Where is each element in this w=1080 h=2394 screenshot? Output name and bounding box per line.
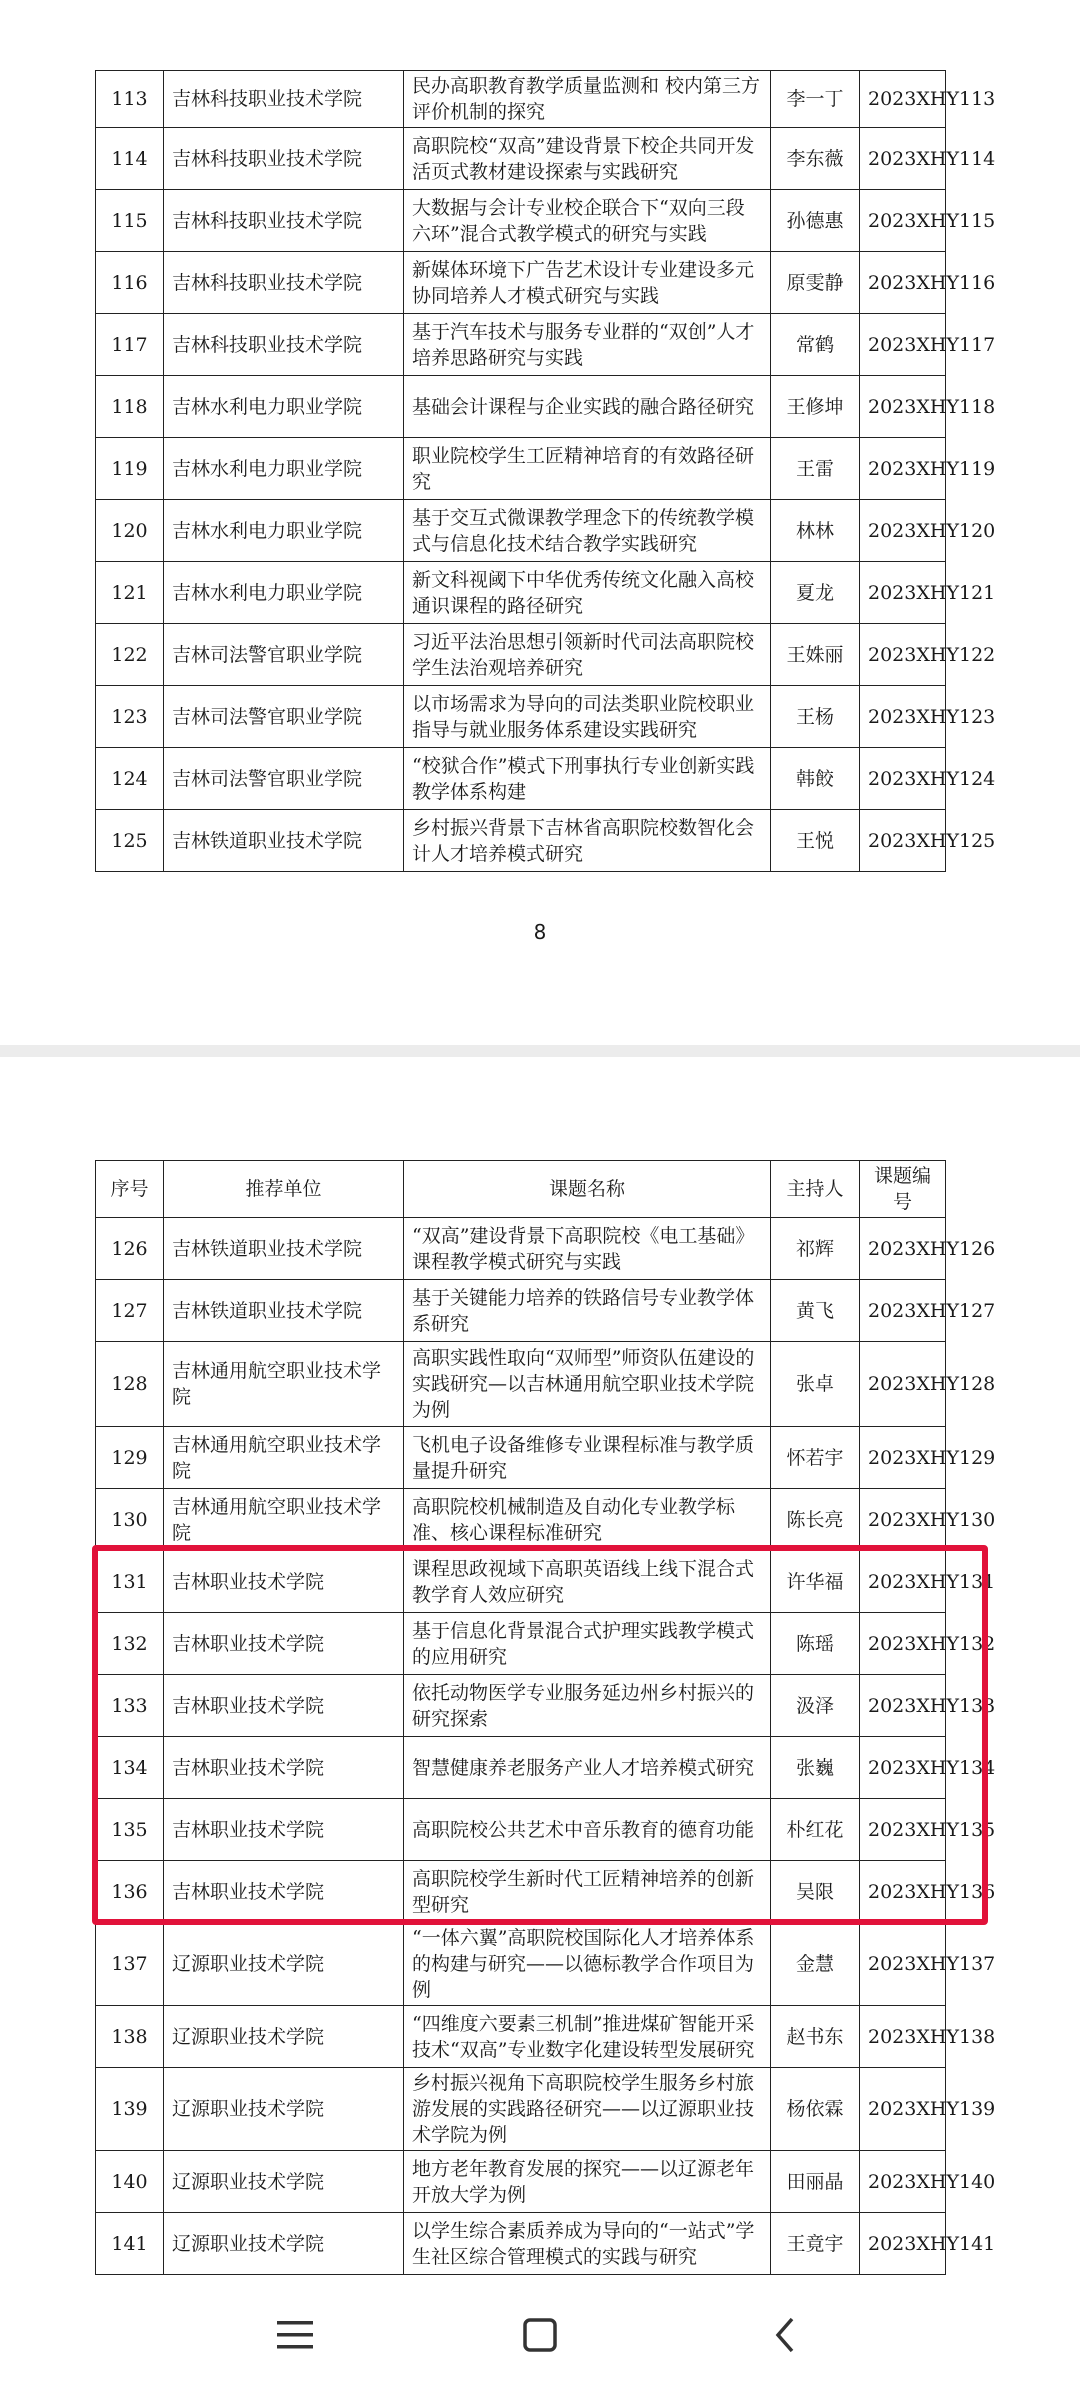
row-number: 126 [96, 1218, 164, 1280]
row-code: 2023XHY128 [860, 1342, 946, 1427]
row-unit: 吉林通用航空职业技术学院 [164, 1427, 404, 1489]
row-title: 新媒体环境下广告艺术设计专业建设多元协同培养人才模式研究与实践 [404, 252, 771, 314]
row-number: 124 [96, 748, 164, 810]
row-host: 王杨 [771, 686, 860, 748]
row-code: 2023XHY141 [860, 2213, 946, 2275]
row-host: 王竟宇 [771, 2213, 860, 2275]
row-title: “双高”建设背景下高职院校《电工基础》课程教学模式研究与实践 [404, 1218, 771, 1280]
document-page-1 [0, 0, 1080, 1045]
row-title: 地方老年教育发展的探究——以辽源老年开放大学为例 [404, 2151, 771, 2213]
row-unit: 吉林科技职业技术学院 [164, 128, 404, 190]
row-unit: 吉林水利电力职业学院 [164, 562, 404, 624]
table-row [96, 1427, 946, 1489]
row-number: 117 [96, 314, 164, 376]
row-number: 133 [96, 1675, 164, 1737]
table-row [96, 1342, 946, 1427]
row-code: 2023XHY118 [860, 376, 946, 438]
row-unit: 吉林职业技术学院 [164, 1551, 404, 1613]
row-unit: 吉林职业技术学院 [164, 1799, 404, 1861]
row-code: 2023XHY133 [860, 1675, 946, 1737]
table-row [96, 1613, 946, 1675]
back-icon [770, 2315, 800, 2355]
row-host: 李一丁 [771, 71, 860, 128]
row-host: 李东薇 [771, 128, 860, 190]
row-unit: 吉林职业技术学院 [164, 1613, 404, 1675]
row-code: 2023XHY114 [860, 128, 946, 190]
row-unit: 吉林职业技术学院 [164, 1861, 404, 1923]
table-row [96, 1799, 946, 1861]
row-code: 2023XHY121 [860, 562, 946, 624]
page-number: 8 [533, 920, 547, 944]
row-unit: 吉林铁道职业技术学院 [164, 810, 404, 872]
row-title: 智慧健康养老服务产业人才培养模式研究 [404, 1737, 771, 1799]
row-title: 以市场需求为导向的司法类职业院校职业指导与就业服务体系建设实践研究 [404, 686, 771, 748]
row-title: 职业院校学生工匠精神培育的有效路径研究 [404, 438, 771, 500]
table-row [96, 190, 946, 252]
table-row [96, 1489, 946, 1551]
page-separator [0, 1045, 1080, 1057]
table-row [96, 500, 946, 562]
row-title: 基础会计课程与企业实践的融合路径研究 [404, 376, 771, 438]
row-unit: 辽源职业技术学院 [164, 2151, 404, 2213]
row-number: 119 [96, 438, 164, 500]
table-header-row [96, 1161, 946, 1218]
row-number: 118 [96, 376, 164, 438]
document-page-2 [0, 1057, 1080, 2277]
row-unit: 吉林司法警官职业学院 [164, 748, 404, 810]
row-unit: 吉林司法警官职业学院 [164, 686, 404, 748]
row-code: 2023XHY123 [860, 686, 946, 748]
row-code: 2023XHY127 [860, 1280, 946, 1342]
row-title: “一体六翼”高职院校国际化人才培养体系的构建与研究——以德标教学合作项目为例 [404, 1923, 771, 2006]
row-unit: 吉林科技职业技术学院 [164, 252, 404, 314]
table-row [96, 1675, 946, 1737]
row-host: 陈瑶 [771, 1613, 860, 1675]
row-code: 2023XHY125 [860, 810, 946, 872]
row-host: 祁辉 [771, 1218, 860, 1280]
row-host: 孙德惠 [771, 190, 860, 252]
row-unit: 吉林科技职业技术学院 [164, 71, 404, 128]
row-code: 2023XHY126 [860, 1218, 946, 1280]
row-title: 乡村振兴背景下吉林省高职院校数智化会计人才培养模式研究 [404, 810, 771, 872]
row-title: 基于交互式微课教学理念下的传统教学模式与信息化技术结合教学实践研究 [404, 500, 771, 562]
header-no: 序号 [96, 1161, 164, 1218]
table-row [96, 1737, 946, 1799]
row-title: 以学生综合素质养成为导向的“一站式”学生社区综合管理模式的实践与研究 [404, 2213, 771, 2275]
back-button[interactable] [750, 2305, 820, 2365]
row-unit: 辽源职业技术学院 [164, 2006, 404, 2068]
row-host: 朴红花 [771, 1799, 860, 1861]
row-number: 121 [96, 562, 164, 624]
row-title: “四维度六要素三机制”推进煤矿智能开采技术“双高”专业数字化建设转型发展研究 [404, 2006, 771, 2068]
table-row [96, 2151, 946, 2213]
row-code: 2023XHY139 [860, 2068, 946, 2151]
table-row [96, 128, 946, 190]
table-row [96, 71, 946, 128]
row-number: 120 [96, 500, 164, 562]
row-title: 新文科视阈下中华优秀传统文化融入高校通识课程的路径研究 [404, 562, 771, 624]
project-table-page-2 [95, 1160, 996, 2275]
row-number: 129 [96, 1427, 164, 1489]
row-host: 杨依霖 [771, 2068, 860, 2151]
row-code: 2023XHY115 [860, 190, 946, 252]
table-row [96, 1861, 946, 1923]
table-row [96, 2213, 946, 2275]
row-title: 高职院校机械制造及自动化专业教学标准、核心课程标准研究 [404, 1489, 771, 1551]
row-number: 113 [96, 71, 164, 128]
row-host: 常鹤 [771, 314, 860, 376]
table-row [96, 1923, 946, 2006]
row-host: 金慧 [771, 1923, 860, 2006]
row-code: 2023XHY131 [860, 1551, 946, 1613]
menu-button[interactable] [260, 2305, 330, 2365]
row-number: 122 [96, 624, 164, 686]
row-title: “校狱合作”模式下刑事执行专业创新实践教学体系构建 [404, 748, 771, 810]
row-host: 怀若宇 [771, 1427, 860, 1489]
row-title: 课程思政视域下高职英语线上线下混合式教学育人效应研究 [404, 1551, 771, 1613]
table-row [96, 1551, 946, 1613]
row-unit: 吉林科技职业技术学院 [164, 314, 404, 376]
row-number: 116 [96, 252, 164, 314]
row-number: 115 [96, 190, 164, 252]
header-host: 主持人 [771, 1161, 860, 1218]
row-unit: 吉林通用航空职业技术学院 [164, 1342, 404, 1427]
row-number: 140 [96, 2151, 164, 2213]
row-code: 2023XHY129 [860, 1427, 946, 1489]
table-row [96, 810, 946, 872]
row-unit: 辽源职业技术学院 [164, 2213, 404, 2275]
row-unit: 吉林通用航空职业技术学院 [164, 1489, 404, 1551]
row-host: 吴限 [771, 1861, 860, 1923]
row-unit: 吉林科技职业技术学院 [164, 190, 404, 252]
row-code: 2023XHY124 [860, 748, 946, 810]
row-number: 128 [96, 1342, 164, 1427]
table-row [96, 686, 946, 748]
row-host: 汲泽 [771, 1675, 860, 1737]
row-title: 基于信息化背景混合式护理实践教学模式的应用研究 [404, 1613, 771, 1675]
row-number: 136 [96, 1861, 164, 1923]
row-number: 123 [96, 686, 164, 748]
header-title: 课题名称 [404, 1161, 771, 1218]
row-host: 张卓 [771, 1342, 860, 1427]
row-code: 2023XHY120 [860, 500, 946, 562]
row-host: 黄飞 [771, 1280, 860, 1342]
row-host: 赵书东 [771, 2006, 860, 2068]
row-title: 大数据与会计专业校企联合下“双向三段六环”混合式教学模式的研究与实践 [404, 190, 771, 252]
table-row [96, 314, 946, 376]
table-row [96, 748, 946, 810]
row-host: 夏龙 [771, 562, 860, 624]
row-number: 114 [96, 128, 164, 190]
row-title: 民办高职教育教学质量监测和 校内第三方评价机制的探究 [404, 71, 771, 128]
row-number: 132 [96, 1613, 164, 1675]
home-icon [522, 2317, 558, 2353]
table-row [96, 376, 946, 438]
row-title: 基于关键能力培养的铁路信号专业教学体系研究 [404, 1280, 771, 1342]
row-code: 2023XHY135 [860, 1799, 946, 1861]
row-number: 135 [96, 1799, 164, 1861]
row-host: 林林 [771, 500, 860, 562]
row-title: 高职院校“双高”建设背景下校企共同开发活页式教材建设探索与实践研究 [404, 128, 771, 190]
row-unit: 吉林职业技术学院 [164, 1737, 404, 1799]
row-host: 许华福 [771, 1551, 860, 1613]
row-host: 陈长亮 [771, 1489, 860, 1551]
row-host: 王姝丽 [771, 624, 860, 686]
table-row [96, 1280, 946, 1342]
row-unit: 辽源职业技术学院 [164, 1923, 404, 2006]
row-code: 2023XHY130 [860, 1489, 946, 1551]
table-row [96, 252, 946, 314]
row-title: 基于汽车技术与服务专业群的“双创”人才培养思路研究与实践 [404, 314, 771, 376]
row-code: 2023XHY113 [860, 71, 946, 128]
table-row [96, 562, 946, 624]
row-title: 乡村振兴视角下高职院校学生服务乡村旅游发展的实践路径研究——以辽源职业技术学院为例 [404, 2068, 771, 2151]
row-title: 习近平法治思想引领新时代司法高职院校学生法治观培养研究 [404, 624, 771, 686]
row-host: 王悦 [771, 810, 860, 872]
row-number: 130 [96, 1489, 164, 1551]
menu-icon [275, 2318, 315, 2352]
row-title: 高职院校公共艺术中音乐教育的德育功能 [404, 1799, 771, 1861]
row-code: 2023XHY119 [860, 438, 946, 500]
row-title: 高职实践性取向“双师型”师资队伍建设的实践研究—以吉林通用航空职业技术学院为例 [404, 1342, 771, 1427]
row-code: 2023XHY117 [860, 314, 946, 376]
row-code: 2023XHY122 [860, 624, 946, 686]
row-host: 王修坤 [771, 376, 860, 438]
row-unit: 吉林铁道职业技术学院 [164, 1218, 404, 1280]
row-code: 2023XHY140 [860, 2151, 946, 2213]
row-host: 原雯静 [771, 252, 860, 314]
row-title: 依托动物医学专业服务延边州乡村振兴的研究探索 [404, 1675, 771, 1737]
row-unit: 吉林水利电力职业学院 [164, 500, 404, 562]
row-number: 138 [96, 2006, 164, 2068]
row-unit: 吉林水利电力职业学院 [164, 376, 404, 438]
row-code: 2023XHY137 [860, 1923, 946, 2006]
table-row [96, 624, 946, 686]
table-row [96, 2068, 946, 2151]
row-number: 127 [96, 1280, 164, 1342]
project-table-page-1 [95, 70, 996, 872]
row-number: 131 [96, 1551, 164, 1613]
row-code: 2023XHY116 [860, 252, 946, 314]
row-unit: 吉林职业技术学院 [164, 1675, 404, 1737]
table-row [96, 438, 946, 500]
header-unit: 推荐单位 [164, 1161, 404, 1218]
row-title: 高职院校学生新时代工匠精神培养的创新型研究 [404, 1861, 771, 1923]
row-code: 2023XHY138 [860, 2006, 946, 2068]
row-host: 王雷 [771, 438, 860, 500]
row-unit: 吉林水利电力职业学院 [164, 438, 404, 500]
table-row [96, 1218, 946, 1280]
row-number: 141 [96, 2213, 164, 2275]
table-row [96, 2006, 946, 2068]
row-number: 139 [96, 2068, 164, 2151]
row-unit: 吉林司法警官职业学院 [164, 624, 404, 686]
row-host: 张巍 [771, 1737, 860, 1799]
header-code: 课题编号 [860, 1161, 946, 1218]
row-code: 2023XHY134 [860, 1737, 946, 1799]
home-button[interactable] [505, 2305, 575, 2365]
row-unit: 吉林铁道职业技术学院 [164, 1280, 404, 1342]
row-host: 韩餃 [771, 748, 860, 810]
row-number: 125 [96, 810, 164, 872]
row-number: 137 [96, 1923, 164, 2006]
row-host: 田丽晶 [771, 2151, 860, 2213]
navigation-bar [0, 2277, 1080, 2394]
row-code: 2023XHY132 [860, 1613, 946, 1675]
row-title: 飞机电子设备维修专业课程标准与教学质量提升研究 [404, 1427, 771, 1489]
row-code: 2023XHY136 [860, 1861, 946, 1923]
row-number: 134 [96, 1737, 164, 1799]
row-unit: 辽源职业技术学院 [164, 2068, 404, 2151]
